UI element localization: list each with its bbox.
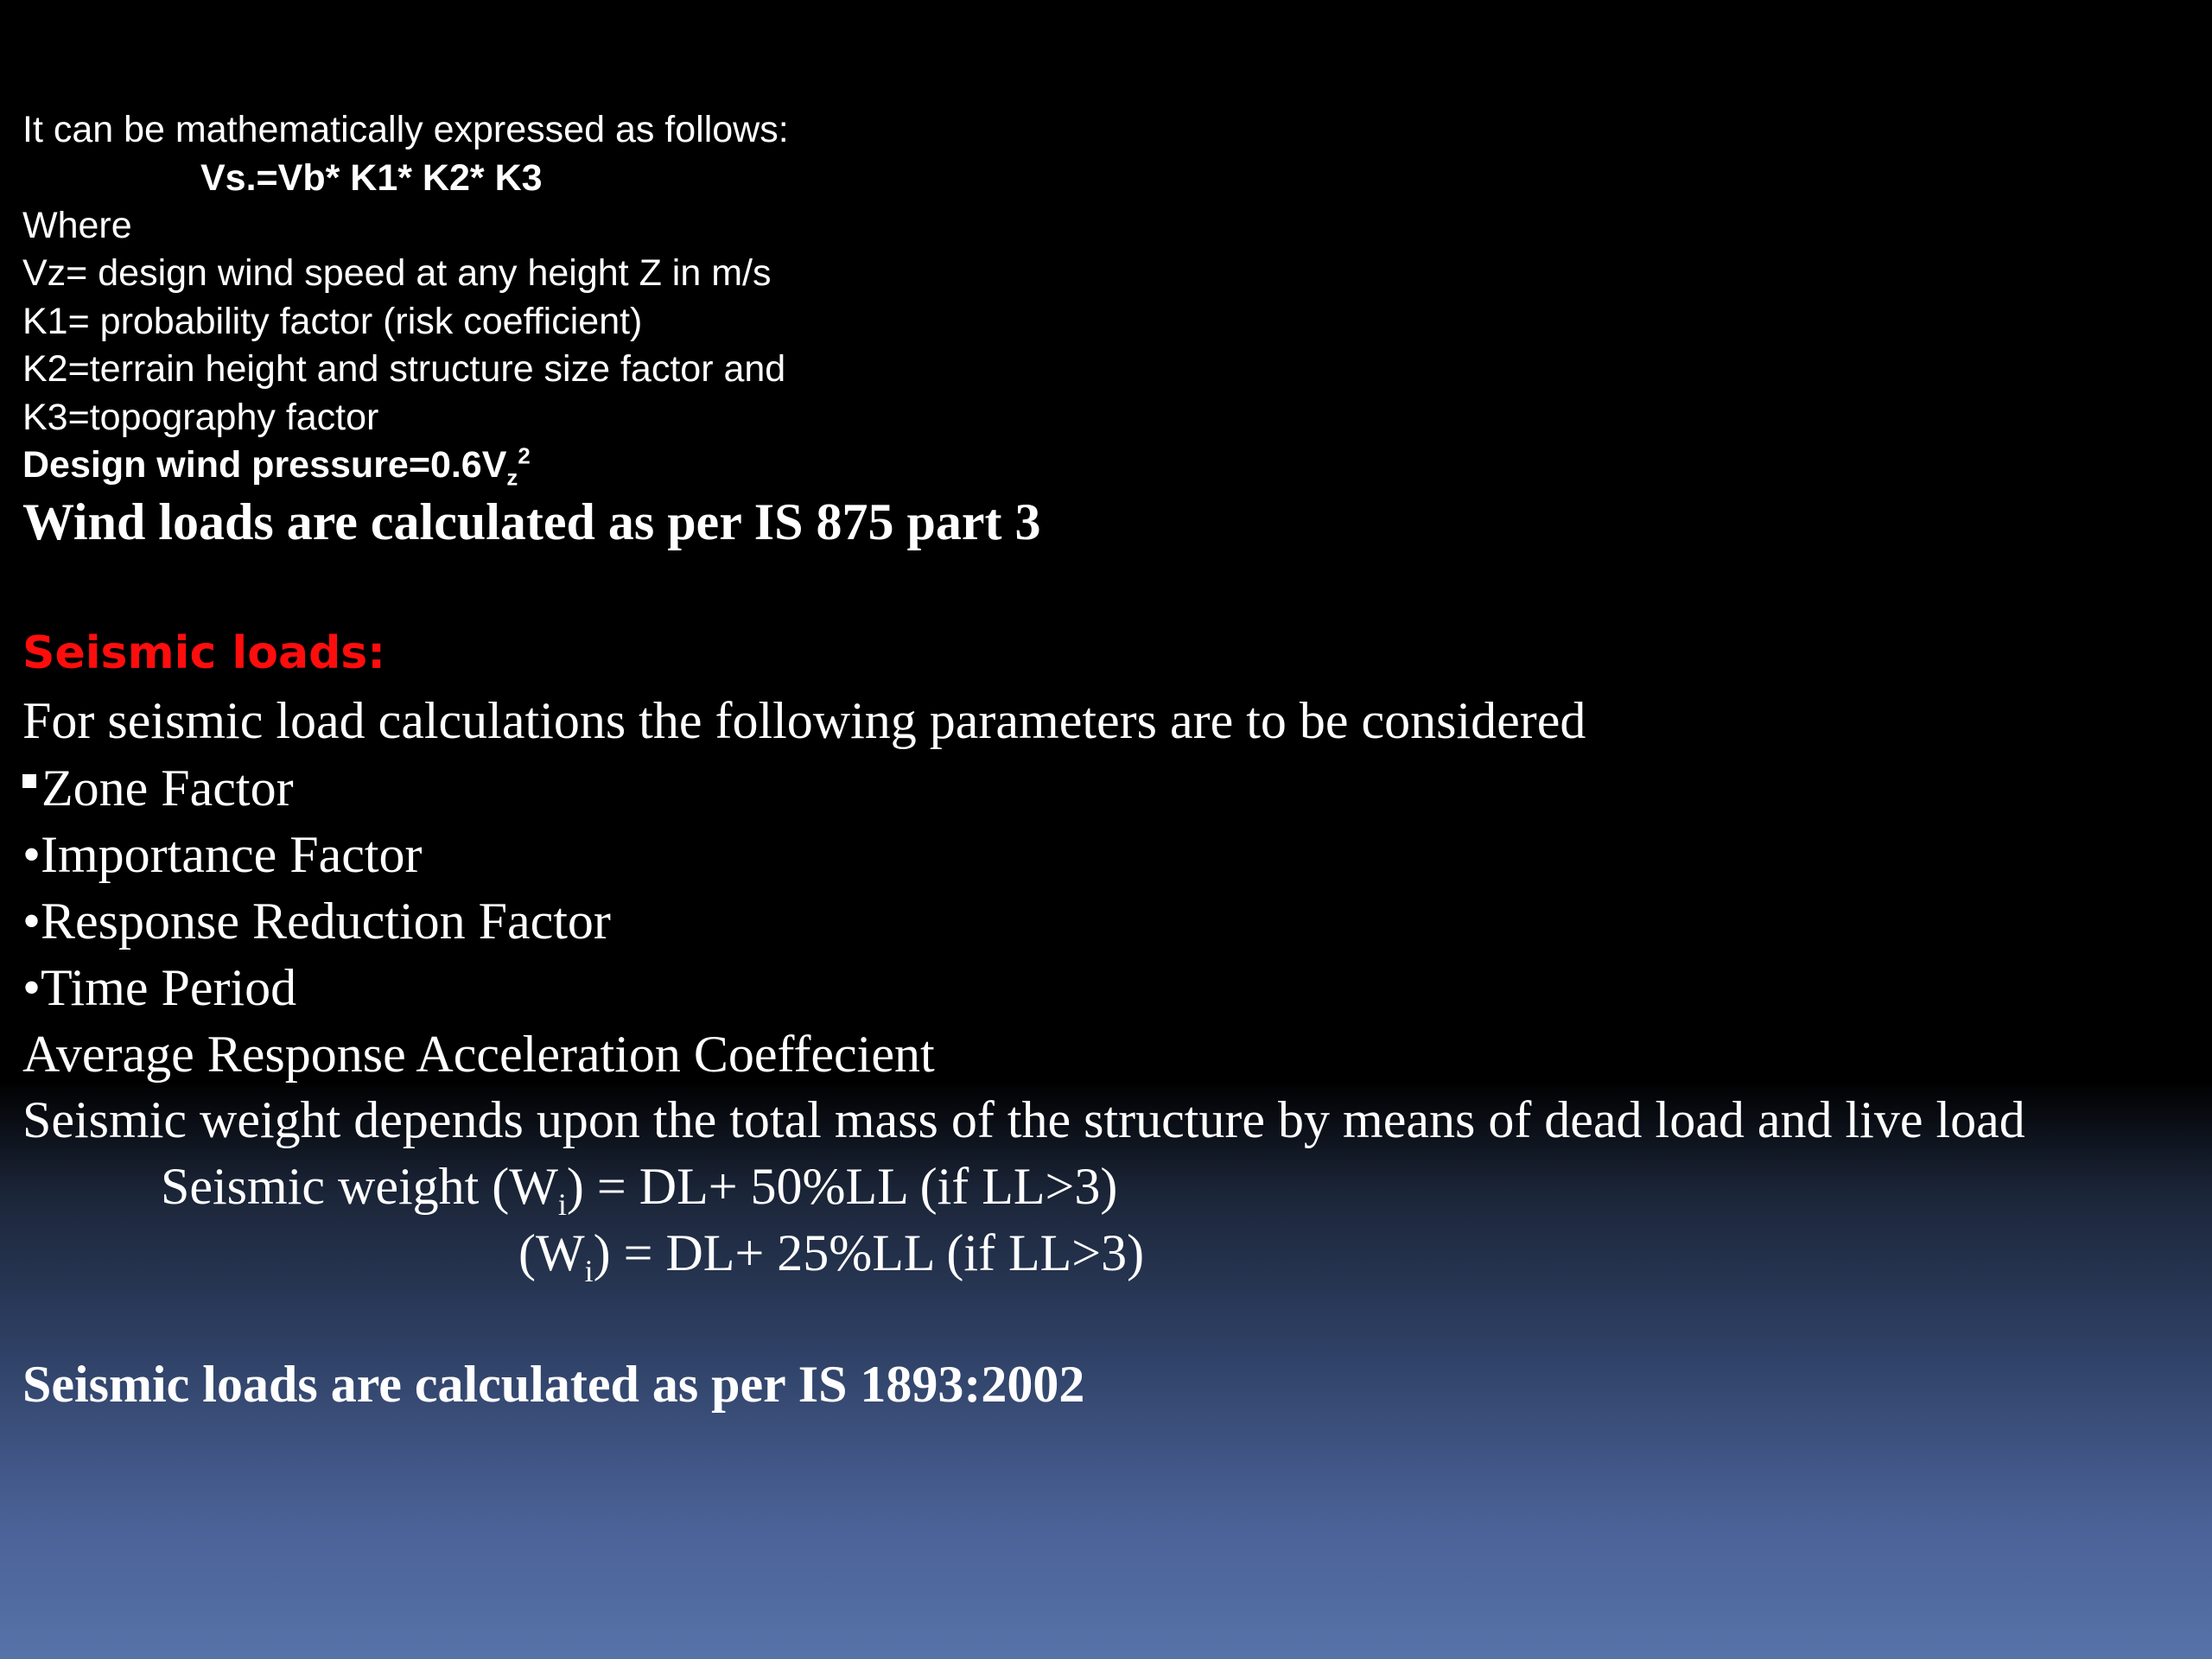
formula1-subscript: i [557,1187,567,1222]
formula1-prefix: Seismic weight (W [161,1158,558,1215]
param-label: Zone Factor [41,760,294,817]
pressure-superscript: 2 [518,444,531,469]
formula1-suffix: ) = DL+ 50%LL (if LL>3) [566,1158,1118,1215]
design-wind-pressure [22,442,531,491]
vz-definition: Vz= design wind speed at any height Z in m/s [22,252,772,294]
k3-definition: K3=topography factor [22,397,379,438]
formula2-subscript: i [584,1254,594,1288]
pressure-text: Design wind pressure=0.6V [22,444,507,486]
param-response-reduction: •Response Reduction Factor [22,893,611,950]
seismic-weight-desc: Seismic weight depends upon the total mass of the structure by means of dead load and live load [22,1091,2025,1148]
seismic-weight-formula-2 [518,1224,1145,1288]
seismic-intro: For seismic load calculations the following parameters are to be considered [22,692,1586,749]
param-time-period: •Time Period [22,959,297,1016]
square-bullet-icon [22,774,36,788]
k2-definition: K2=terrain height and structure size factor and [22,348,786,390]
formula2-suffix: ) = DL+ 25%LL (if LL>3) [593,1224,1145,1281]
seismic-heading: Seismic loads: [22,627,386,679]
formula2-prefix: (W [518,1224,585,1281]
avg-response-text: Average Response Acceleration Coeffecient [22,1026,935,1083]
wind-intro-text: It can be mathematically expressed as follows: [22,109,789,150]
param-importance-factor: •Importance Factor [22,826,423,883]
wind-speed-formula: Vs.=Vb* K1* K2* K3 [200,157,543,199]
seismic-conclusion: Seismic loads are calculated as per IS 1893:2002 [22,1356,1085,1413]
k1-definition: K1= probability factor (risk coefficient) [22,301,643,342]
seismic-weight-formula-1 [161,1157,1118,1222]
wind-conclusion: Wind loads are calculated as per IS 875 part 3 [22,493,1041,550]
where-label: Where [22,205,132,246]
param-zone-factor [22,759,294,817]
pressure-subscript: z [506,466,518,491]
